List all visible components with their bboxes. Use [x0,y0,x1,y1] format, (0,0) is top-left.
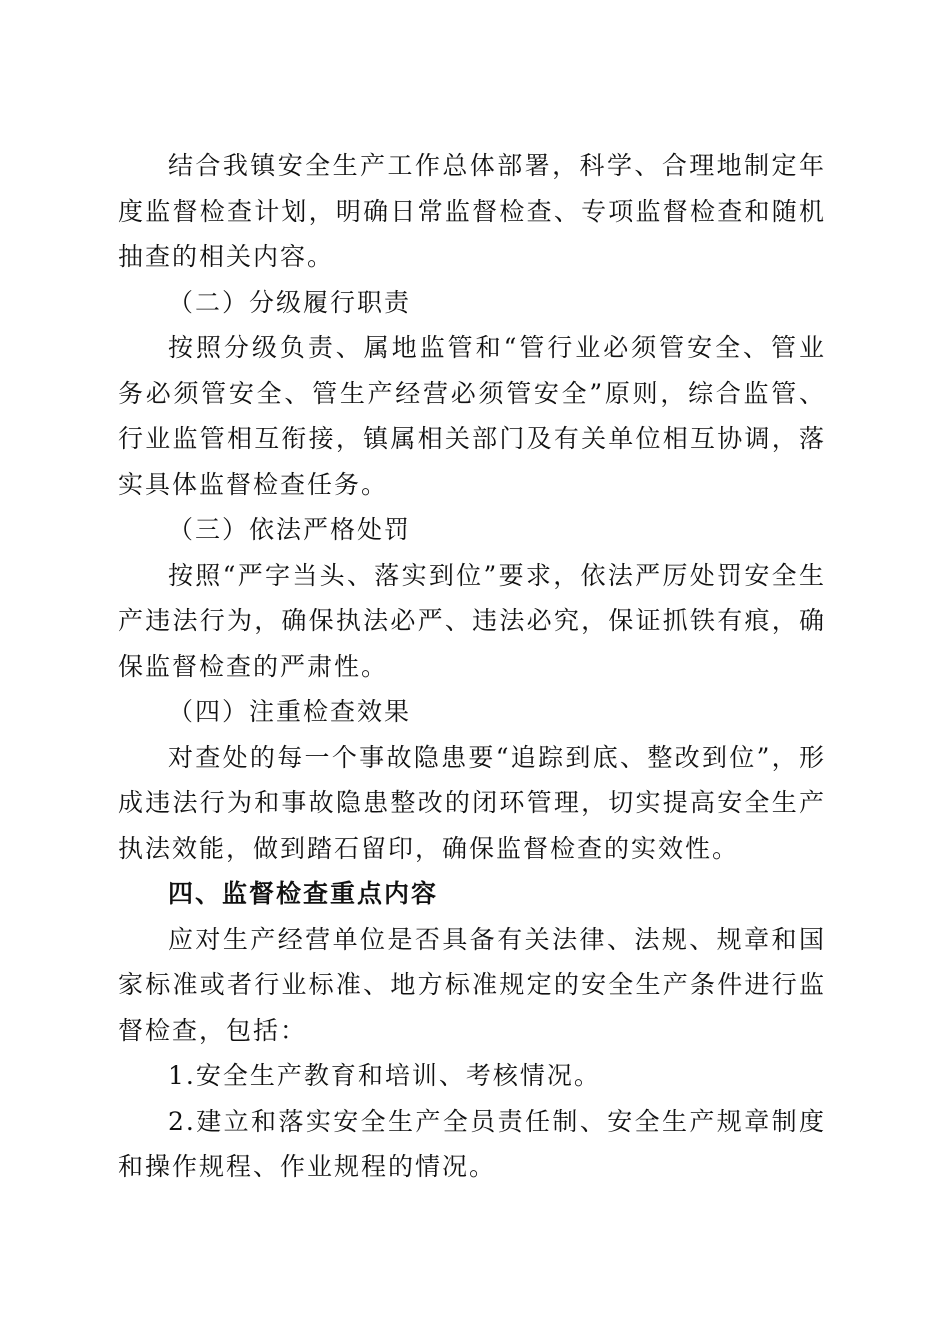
paragraph-annual-plan: 结合我镇安全生产工作总体部署，科学、合理地制定年度监督检查计划，明确日常监督检查、专项监督检查和随机抽查的相关内容。 [118,151,826,271]
paragraph-effectiveness: 对查处的每一个事故隐患要“追踪到底、整改到位”，形成违法行为和事故隐患整改的闭环管理，切实提高安全生产执法效能，做到踏石留印，确保监督检查的实效性。 [118,742,826,863]
paragraph-inspection-scope: 应对生产经营单位是否具备有关法律、法规、规章和国家标准或者行业标准、地方标准规定的安全生产条件进行监督检查，包括： [118,924,826,1045]
paragraph-responsibilities: 按照分级负责、属地监管和“管行业必须管安全、管业务必须管安全、管生产经营必须管安全”原则，综合监管、行业监管相互衔接，镇属相关部门及有关单位相互协调，落实具体监督检查任务。 [118,333,826,499]
section-heading-4: （四）注重检查效果 [168,697,412,726]
list-item-2: 2.建立和落实安全生产全员责任制、安全生产规章制度和操作规程、作业规程的情况。 [118,1106,826,1181]
paragraph-penalties: 按照“严字当头、落实到位”要求，依法严厉处罚安全生产违法行为，确保执法必严、违法必究，保证抓铁有痕，确保监督检查的严肃性。 [118,560,826,681]
section-heading-3: （三）依法严格处罚 [168,515,412,544]
document-body [118,143,826,1190]
chapter-heading-4: 四、监督检查重点内容 [168,879,439,908]
list-item-1: 1.安全生产教育和培训、考核情况。 [168,1061,601,1090]
section-heading-2: （二）分级履行职责 [168,287,412,317]
